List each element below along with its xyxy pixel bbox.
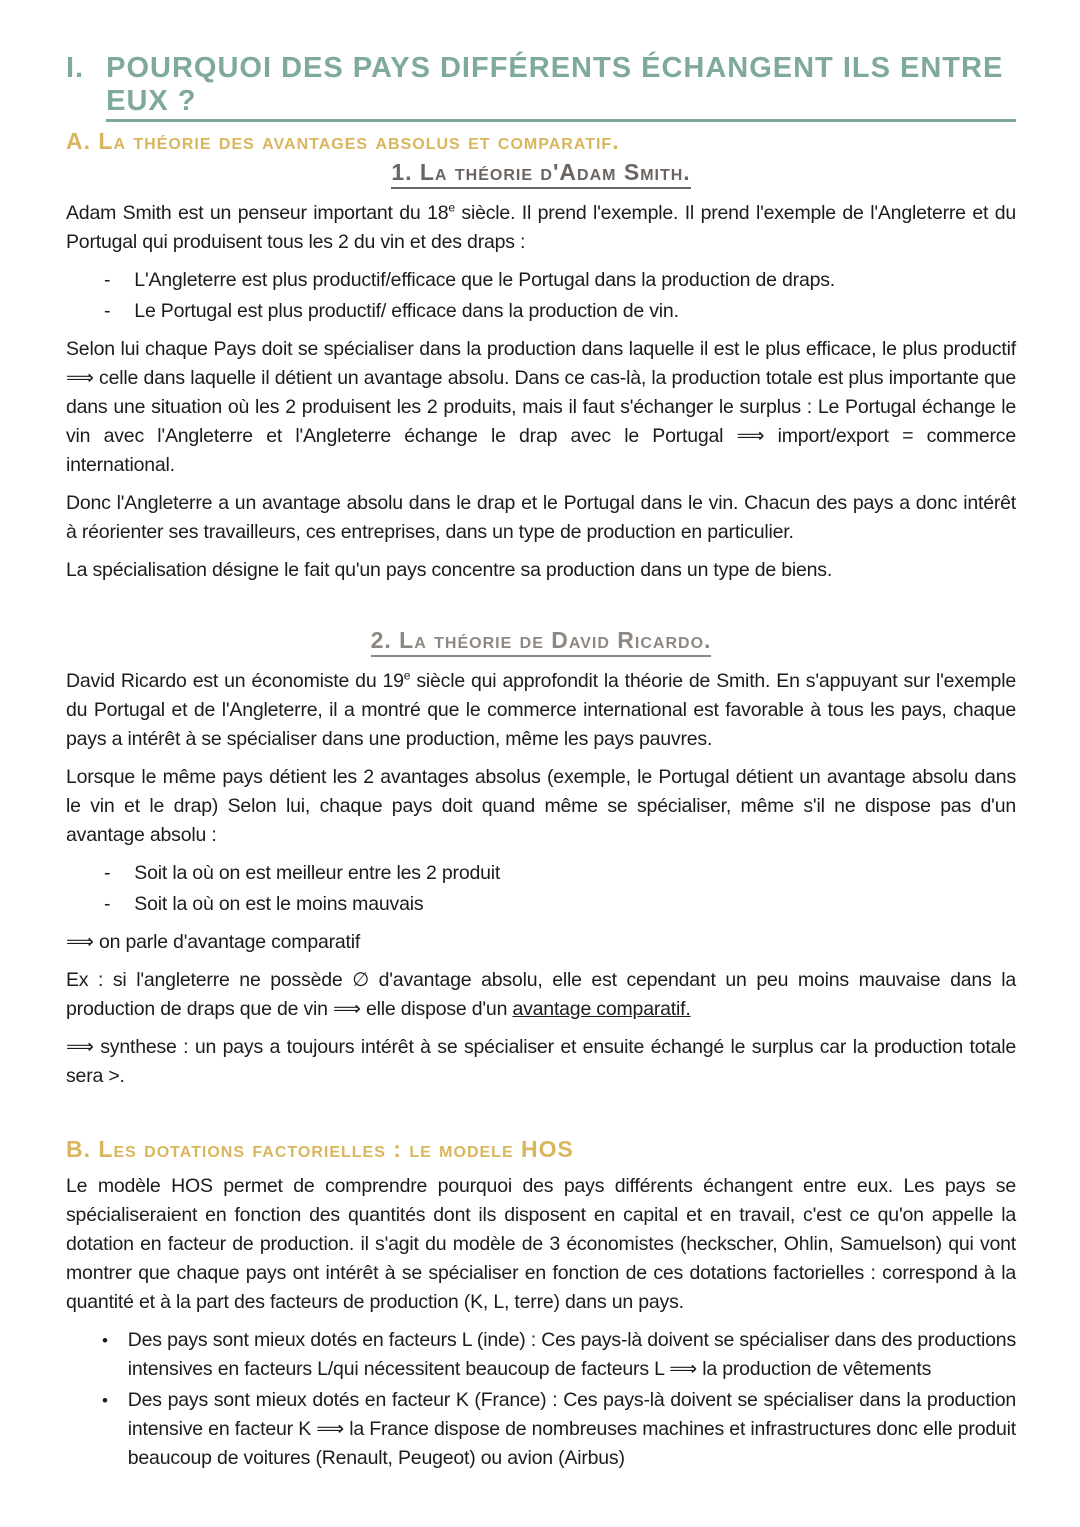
list-item xyxy=(104,266,1016,295)
list-item-text: Des pays sont mieux dotés en facteurs L (inde) : Ces pays-là doivent se spécialiser dans des productions intensives en facteurs L/qui nécessitent beaucoup de facteurs L ⟹ la production de vêtements xyxy=(127,1329,1016,1380)
list-item-text: Des pays sont mieux dotés en facteur K (France) : Ces pays-là doivent se spécialiser dans la production intensive en facteur K ⟹ la France dispose de nombreuses machines et infrastructures donc elle produit beaucoup de voitures (Renault, Peugeot) ou avion (Airbus) xyxy=(127,1389,1016,1469)
smith-dash-list xyxy=(66,266,1016,326)
list-item xyxy=(104,890,1016,919)
list-item-text: Soit la où on est meilleur entre les 2 produit xyxy=(134,862,501,884)
smith-paragraph-2: Selon lui chaque Pays doit se spécialiser dans la production dans laquelle il est le plus efficace, le plus productif ⟹ celle dans laquelle il détient un avantage absolu. Dans ce cas-là, la production totale est plus importante que dans une situation où les 2 produisent les 2 produits, mais il faut s'échanger le surplus : Le Portugal échange le vin avec l'Angleterre et l'Angleterre échange le drap avec le Portugal ⟹ import/export = commerce international. xyxy=(66,338,1016,476)
subheading-adam-smith: 1. La théorie d'Adam Smith. xyxy=(66,159,1016,189)
hos-paragraph-1: Le modèle HOS permet de comprendre pourquoi des pays différents échangent entre eux. Les pays se spécialiseraient en fonction des quantités dont ils disposent en capital et en travail, c'est ce qu'on appelle la dotation en facteur de production. il s'agit du modèle de 3 économistes (heckscher, Ohlin, Samuelson) qui vont montrer que chaque pays ont intérêt à se spécialiser en fonction de ces dotations factorielles : correspond à la quantité et à la part des facteurs de production (K, L, terre) dans un pays. xyxy=(66,1175,1016,1313)
ricardo-paragraph-4: Ex : si l'angleterre ne possède ∅ d'avantage absolu, elle est cependant un peu moins mauvaise dans la production de draps que de vin ⟹ elle dispose d'un avantage comparatif. xyxy=(66,969,1016,1020)
bullet-marker: • xyxy=(102,1331,108,1350)
dash-marker: - xyxy=(104,893,111,915)
dash-marker: - xyxy=(104,862,111,884)
smith-paragraph-4: La spécialisation désigne le fait qu'un pays concentre sa production dans un type de biens. xyxy=(66,559,833,581)
ricardo-paragraph-3: ⟹ on parle d'avantage comparatif xyxy=(66,931,361,953)
list-item xyxy=(104,297,1016,326)
bullet-marker: • xyxy=(102,1391,108,1410)
subheading-david-ricardo: 2. La théorie de David Ricardo. xyxy=(66,627,1016,657)
list-item-text: Le Portugal est plus productif/ efficace dans la production de vin. xyxy=(134,300,679,322)
section-a-title: A. La théorie des avantages absolus et comparatif. xyxy=(66,128,620,154)
smith-paragraph-3: Donc l'Angleterre a un avantage absolu dans le drap et le Portugal dans le vin. Chacun des pays a donc intérêt à réorienter ses travailleurs, ces entreprises, dans un type de production en particulier. xyxy=(66,492,1016,543)
list-item-text: Soit la où on est le moins mauvais xyxy=(134,893,424,915)
ricardo-paragraph-1: David Ricardo est un économiste du 19e siècle qui approfondit la théorie de Smith. En s'appuyant sur l'exemple du Portugal et de l'Angleterre, il a montré que le commerce international est favorable à tous les pays, chaque pays a intérêt à se spécialiser dans une production, même les pays pauvres. xyxy=(66,668,1016,750)
list-item xyxy=(102,1326,1016,1384)
spacer xyxy=(66,1100,1016,1134)
ricardo-paragraph-2: Lorsque le même pays détient les 2 avantages absolus (exemple, le Portugal détient un avantage absolu dans le vin et le drap) Selon lui, chaque pays doit quand même se spécialiser, même s'il ne dispose pas d'un avantage absolu : xyxy=(66,766,1016,846)
main-heading xyxy=(66,52,1016,122)
list-item xyxy=(102,1386,1016,1473)
list-item-text: L'Angleterre est plus productif/efficace que le Portugal dans la production de draps. xyxy=(134,269,836,291)
list-item xyxy=(104,859,1016,888)
main-heading-numeral: I. xyxy=(66,52,85,84)
hos-bullet-list xyxy=(66,1326,1016,1473)
dash-marker: - xyxy=(104,300,111,322)
ricardo-paragraph-5: ⟹ synthese : un pays a toujours intérêt à se spécialiser et ensuite échangé le surplus car la production totale sera >. xyxy=(66,1036,1016,1087)
main-heading-title: POURQUOI DES PAYS DIFFÉRENTS ÉCHANGENT ILS ENTRE EUX ? xyxy=(106,52,1016,122)
ricardo-dash-list xyxy=(66,859,1016,919)
section-b-title: B. Les dotations factorielles : le modele HOS xyxy=(66,1136,574,1162)
dash-marker: - xyxy=(104,269,111,291)
smith-paragraph-1: Adam Smith est un penseur important du 18e siècle. Il prend l'exemple. Il prend l'exemple de l'Angleterre et du Portugal qui produisent tous les 2 du vin et des draps : xyxy=(66,200,1016,253)
